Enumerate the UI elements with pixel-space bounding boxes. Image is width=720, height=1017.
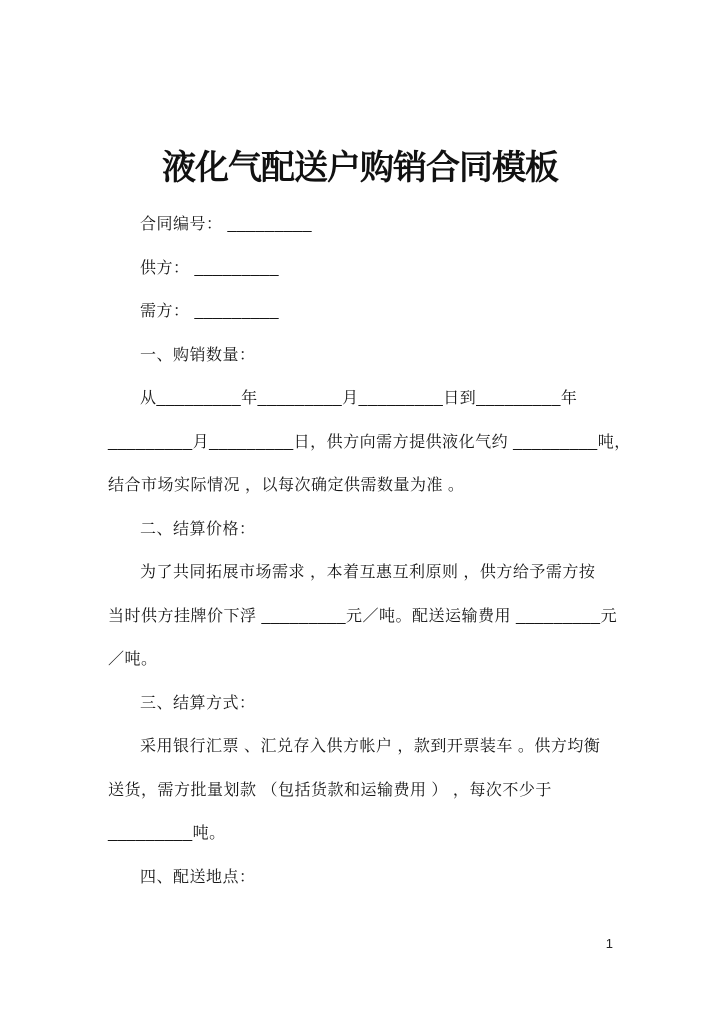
document-title: 液化气配送户购销合同模板 [162,149,558,187]
heading-section-1-quantity: 一、购销数量： [140,346,256,364]
heading-section-3-settlement: 三、结算方式： [140,694,256,712]
line-supplier: 供方： _________ [140,259,280,277]
heading-section-2-price: 二、结算价格： [140,520,256,538]
line-settlement-3: _________吨。 [108,825,226,842]
document-body [0,190,720,899]
line-price-terms-3: ／吨。 [108,651,158,668]
line-price-terms-1: 为了共同拓展市场需求 ，本着互惠互利原则 ，供方给予需方按 [140,564,596,581]
line-term-from: 从_________年_________月_________日到_________年 [140,390,578,407]
line-demander: 需方： _________ [140,303,280,320]
line-market-note: 结合市场实际情况 ，以每次确定供需数量为准 。 [108,477,465,494]
heading-section-4-delivery-location: 四、配送地点： [140,868,256,886]
line-settlement-2: 送货，需方批量划款 （包括货款和运输费用 ） ，每次不少于 [108,781,552,799]
line-price-terms-2: 当时供方挂牌价下浮 _________元／吨。配送运输费用 _________元 [108,607,618,625]
line-contract-number: 合同编号： _________ [140,216,313,233]
line-term-to-quantity: _________月_________日，供方向需方提供液化气约 _________吨， [108,433,631,451]
page-number: 1 [605,936,613,951]
line-settlement-1: 采用银行汇票 、汇兑存入供方帐户 ，款到开票装车 。供方均衡 [140,738,601,755]
